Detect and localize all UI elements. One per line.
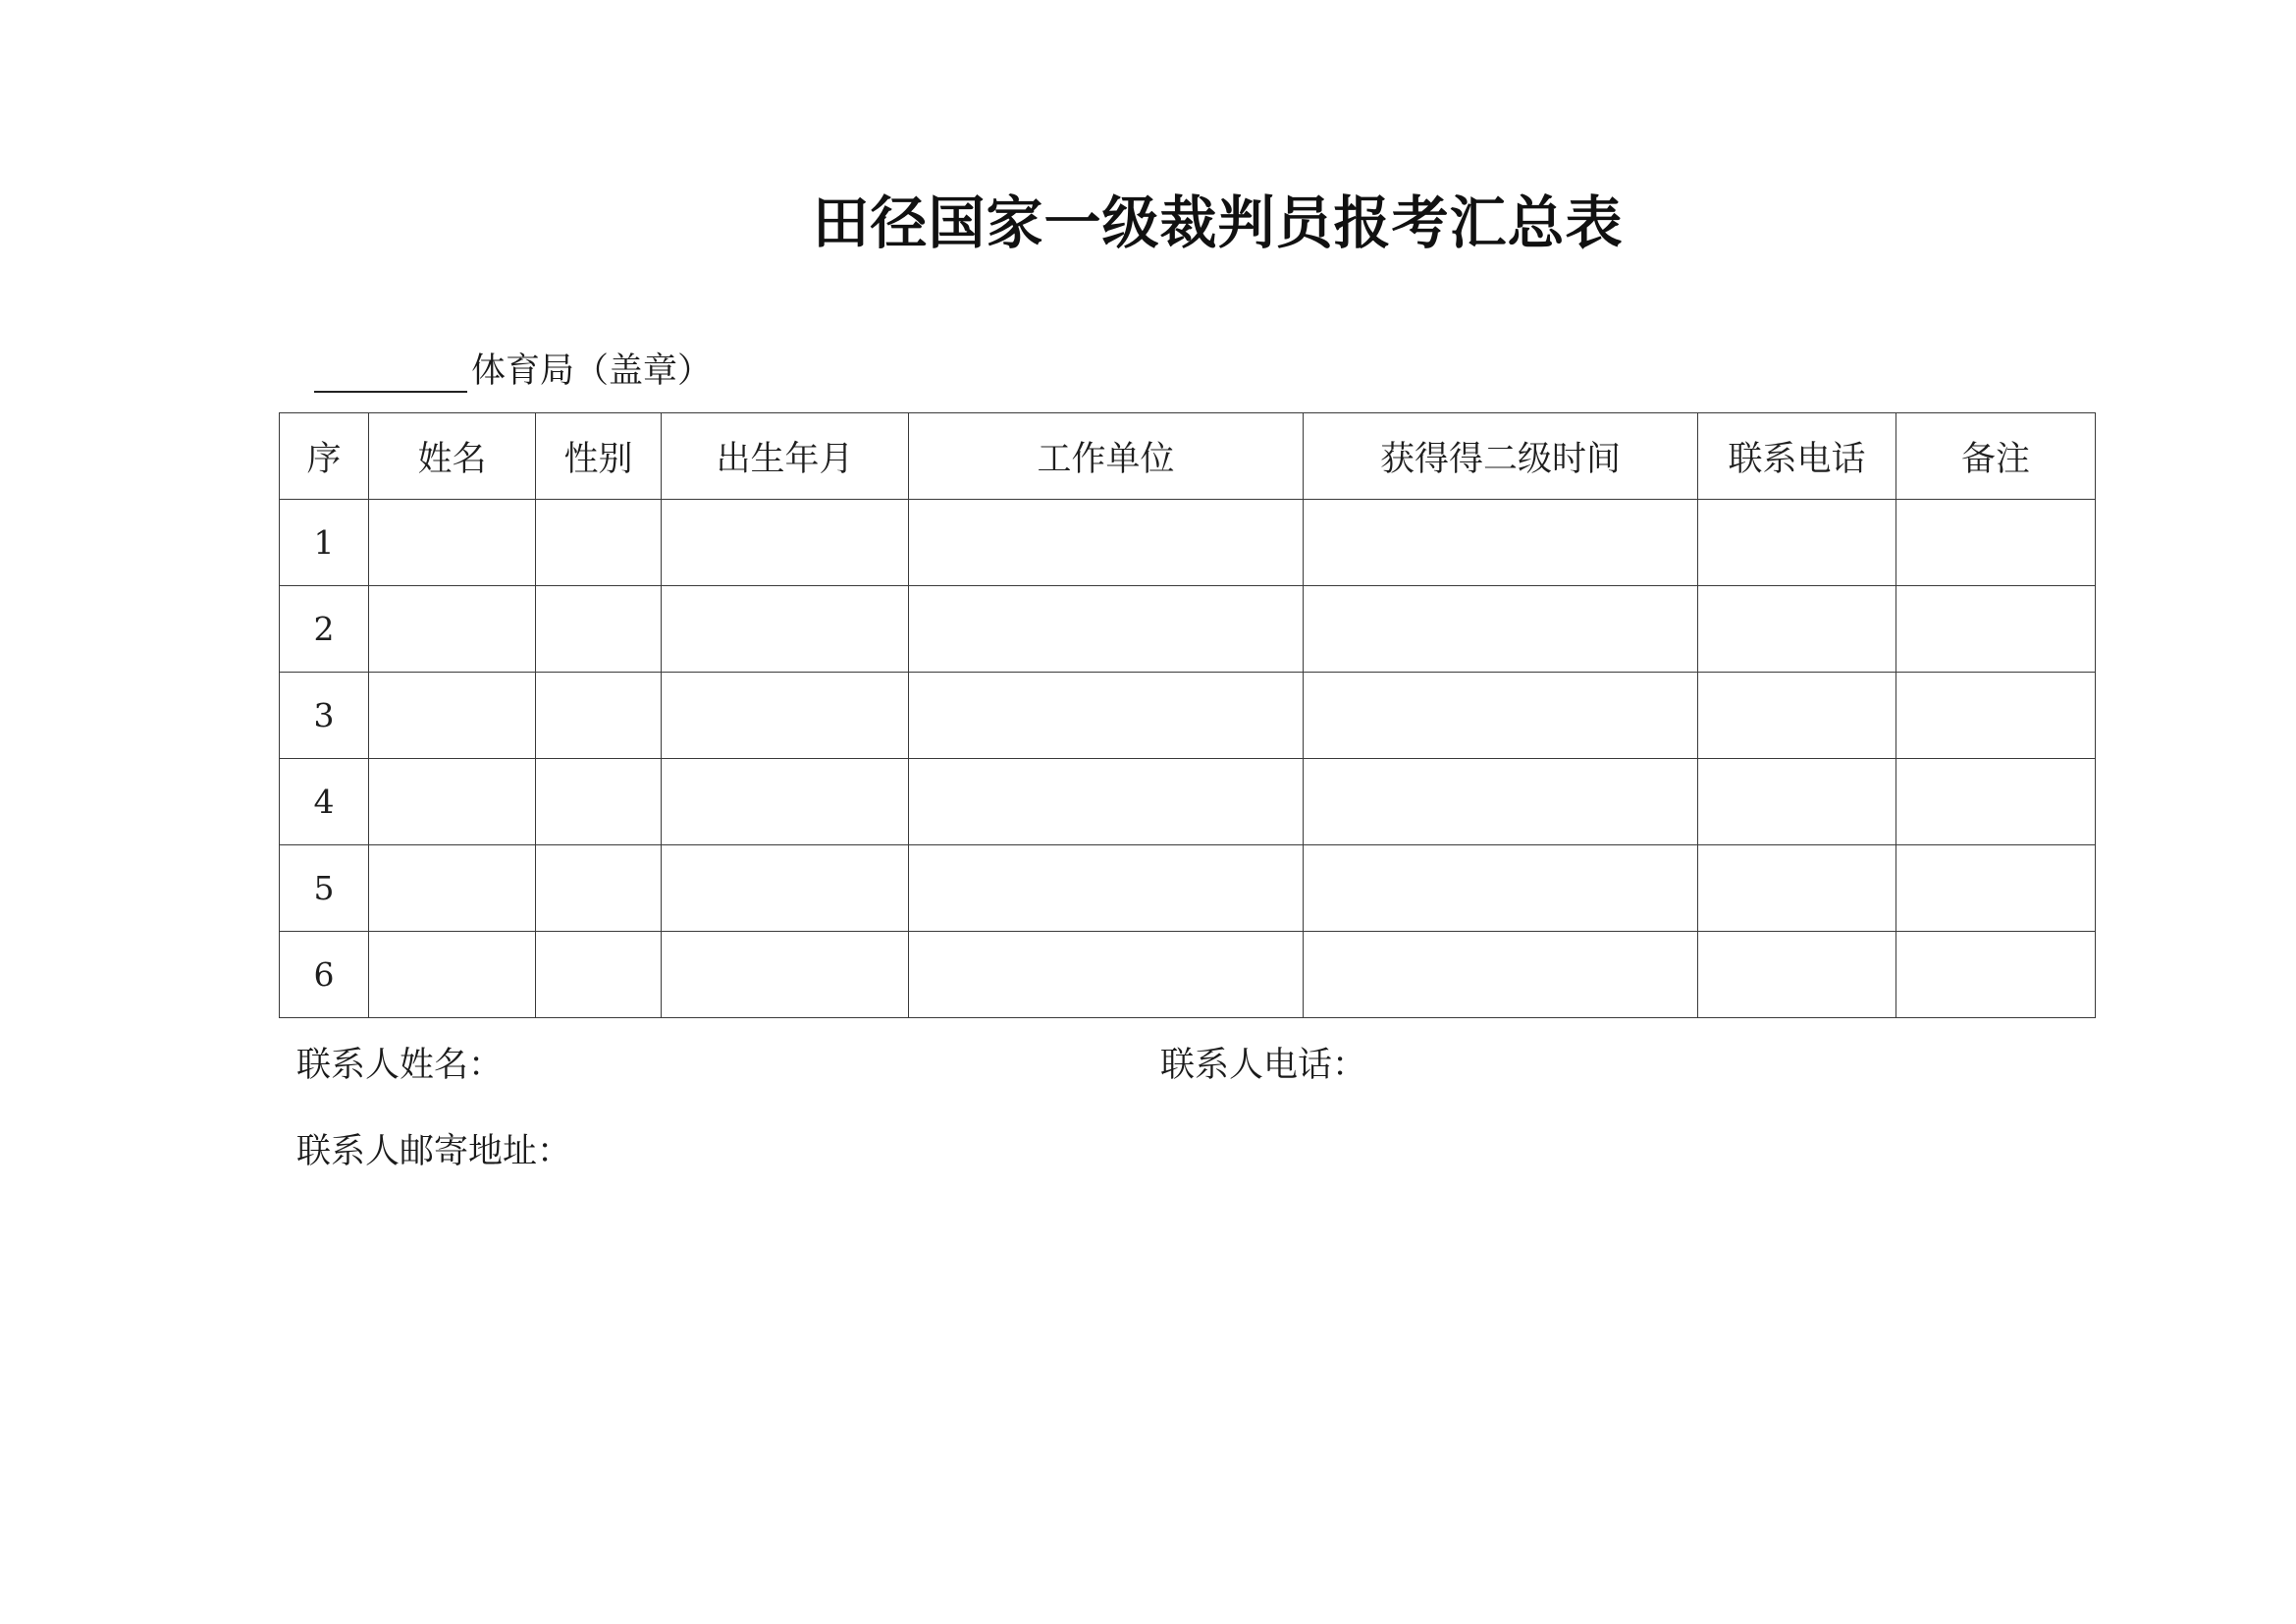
- cell-work-unit[interactable]: [909, 673, 1304, 759]
- contact-address-label: 联系人邮寄地址：: [296, 1132, 572, 1171]
- cell-birth-date[interactable]: [662, 586, 909, 673]
- cell-remarks[interactable]: [1896, 500, 2096, 586]
- header-remarks: 备注: [1896, 413, 2096, 500]
- cell-work-unit[interactable]: [909, 932, 1304, 1018]
- table-row: [280, 932, 2096, 1018]
- cell-work-unit[interactable]: [909, 500, 1304, 586]
- cell-gender[interactable]: [536, 586, 662, 673]
- cell-phone[interactable]: [1698, 845, 1896, 932]
- row-seq: 3: [280, 673, 369, 759]
- cell-gender[interactable]: [536, 932, 662, 1018]
- header-work-unit: 工作单位: [909, 413, 1304, 500]
- cell-name[interactable]: [369, 759, 536, 845]
- table-row: [280, 500, 2096, 586]
- table-row: [280, 759, 2096, 845]
- organization-suffix: 体育局（盖章）: [471, 352, 713, 391]
- cell-level2-date[interactable]: [1304, 845, 1698, 932]
- cell-gender[interactable]: [536, 673, 662, 759]
- cell-remarks[interactable]: [1896, 759, 2096, 845]
- cell-level2-date[interactable]: [1304, 586, 1698, 673]
- header-birth-date: 出生年月: [662, 413, 909, 500]
- row-seq: 1: [280, 500, 369, 586]
- cell-name[interactable]: [369, 500, 536, 586]
- cell-birth-date[interactable]: [662, 673, 909, 759]
- cell-phone[interactable]: [1698, 586, 1896, 673]
- organization-blank-field[interactable]: [314, 348, 467, 393]
- row-seq: 2: [280, 586, 369, 673]
- table-header-row: [280, 413, 2096, 500]
- contact-phone-label: 联系人电话：: [1160, 1046, 1367, 1085]
- cell-level2-date[interactable]: [1304, 500, 1698, 586]
- row-seq: 4: [280, 759, 369, 845]
- cell-work-unit[interactable]: [909, 845, 1304, 932]
- cell-work-unit[interactable]: [909, 586, 1304, 673]
- cell-work-unit[interactable]: [909, 759, 1304, 845]
- table-row: [280, 586, 2096, 673]
- cell-phone[interactable]: [1698, 759, 1896, 845]
- cell-gender[interactable]: [536, 500, 662, 586]
- cell-name[interactable]: [369, 586, 536, 673]
- cell-remarks[interactable]: [1896, 932, 2096, 1018]
- header-name: 姓名: [369, 413, 536, 500]
- cell-gender[interactable]: [536, 845, 662, 932]
- row-seq: 6: [280, 932, 369, 1018]
- cell-level2-date[interactable]: [1304, 932, 1698, 1018]
- header-gender: 性别: [536, 413, 662, 500]
- cell-gender[interactable]: [536, 759, 662, 845]
- cell-remarks[interactable]: [1896, 673, 2096, 759]
- document-title: 田径国家一级裁判员报考汇总表: [812, 189, 1624, 256]
- contact-name-label: 联系人姓名：: [296, 1046, 504, 1085]
- table-row: [280, 673, 2096, 759]
- table-row: [280, 845, 2096, 932]
- organization-line: [314, 344, 712, 393]
- summary-table: [279, 412, 2096, 1018]
- cell-birth-date[interactable]: [662, 759, 909, 845]
- cell-remarks[interactable]: [1896, 586, 2096, 673]
- cell-birth-date[interactable]: [662, 500, 909, 586]
- cell-name[interactable]: [369, 845, 536, 932]
- cell-phone[interactable]: [1698, 500, 1896, 586]
- cell-name[interactable]: [369, 932, 536, 1018]
- cell-phone[interactable]: [1698, 932, 1896, 1018]
- cell-remarks[interactable]: [1896, 845, 2096, 932]
- cell-level2-date[interactable]: [1304, 673, 1698, 759]
- cell-name[interactable]: [369, 673, 536, 759]
- row-seq: 5: [280, 845, 369, 932]
- cell-birth-date[interactable]: [662, 845, 909, 932]
- cell-birth-date[interactable]: [662, 932, 909, 1018]
- cell-phone[interactable]: [1698, 673, 1896, 759]
- header-level2-date: 获得得二级时间: [1304, 413, 1698, 500]
- header-phone: 联系电话: [1698, 413, 1896, 500]
- cell-level2-date[interactable]: [1304, 759, 1698, 845]
- header-seq: 序: [280, 413, 369, 500]
